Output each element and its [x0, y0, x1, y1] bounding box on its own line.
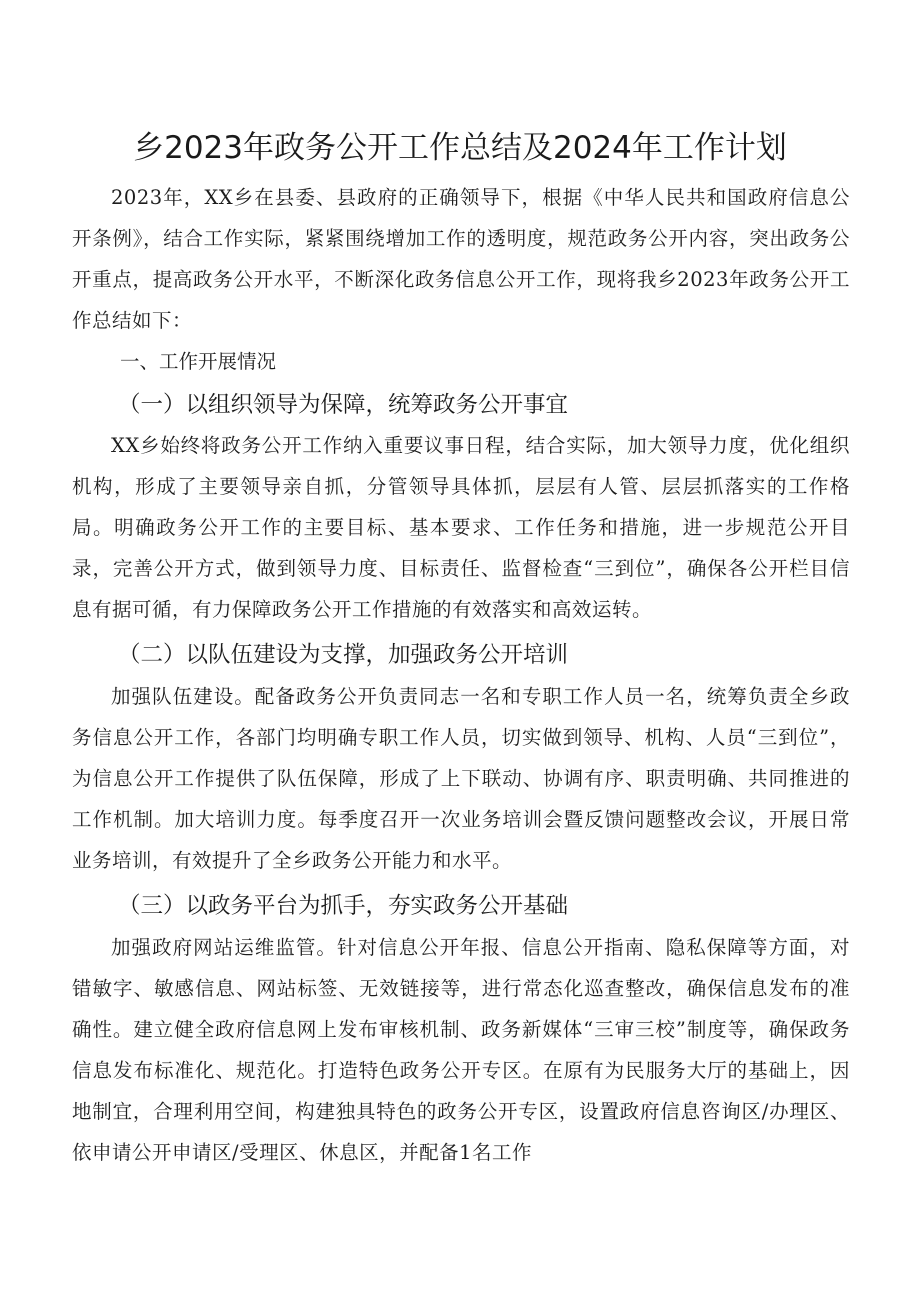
subsection-3-paragraph: 加强政府网站运维监管。针对信息公开年报、信息公开指南、隐私保障等方面，对错敏字、敏感信息、网站标签、无效链接等，进行常态化巡查整改，确保信息发布的准确性。建立健全政府信息网上发布审核机制、政务新媒体“三审三校”制度等，确保政务信息发布标准化、规范化。打造特色政务公开专区。在原有为民服务大厅的基础上，因地制宜，合理利用空间，构建独具特色的政务公开专区，设置政府信息咨询区/办理区、依申请公开申请区/受理区、休息区，并配备1名工作 — [72, 936, 850, 1164]
subsection-heading-2: （二）以队伍建设为支撑，加强政务公开培训 — [118, 642, 569, 668]
document-title: 乡2023年政务公开工作总结及2024年工作计划 — [133, 130, 787, 166]
intro-paragraph: 2023年，XX乡在县委、县政府的正确领导下，根据《中华人民共和国政府信息公开条例》，结合工作实际，紧紧围绕增加工作的透明度，规范政务公开内容，突出政务公开重点，提高政务公开水平，不断深化政务信息公开工作，现将我乡2023年政务公开工作总结如下： — [72, 186, 850, 332]
subsection-1-paragraph: XX乡始终将政务公开工作纳入重要议事日程，结合实际，加大领导力度，优化组织机构，形成了主要领导亲自抓，分管领导具体抓，层层有人管、层层抓落实的工作格局。明确政务公开工作的主要目标、基本要求、工作任务和措施，进一步规范公开目录，完善公开方式，做到领导力度、目标责任、监督检查“三到位”，确保各公开栏目信息有据可循，有力保障政务公开工作措施的有效落实和高效运转。 — [72, 434, 850, 621]
subsection-heading-3: （三）以政务平台为抓手，夯实政务公开基础 — [118, 893, 569, 919]
section-heading-1: 一、工作开展情况 — [120, 350, 277, 373]
subsection-2-paragraph: 加强队伍建设。配备政务公开负责同志一名和专职工作人员一名，统筹负责全乡政务信息公开工作，各部门均明确专职工作人员，切实做到领导、机构、人员“三到位”，为信息公开工作提供了队伍保障，形成了上下联动、协调有序、职责明确、共同推进的工作机制。加大培训力度。每季度召开一次业务培训会暨反馈问题整改会议，开展日常业务培训，有效提升了全乡政务公开能力和水平。 — [72, 685, 850, 872]
subsection-heading-1: （一）以组织领导为保障，统筹政务公开事宜 — [118, 392, 569, 418]
